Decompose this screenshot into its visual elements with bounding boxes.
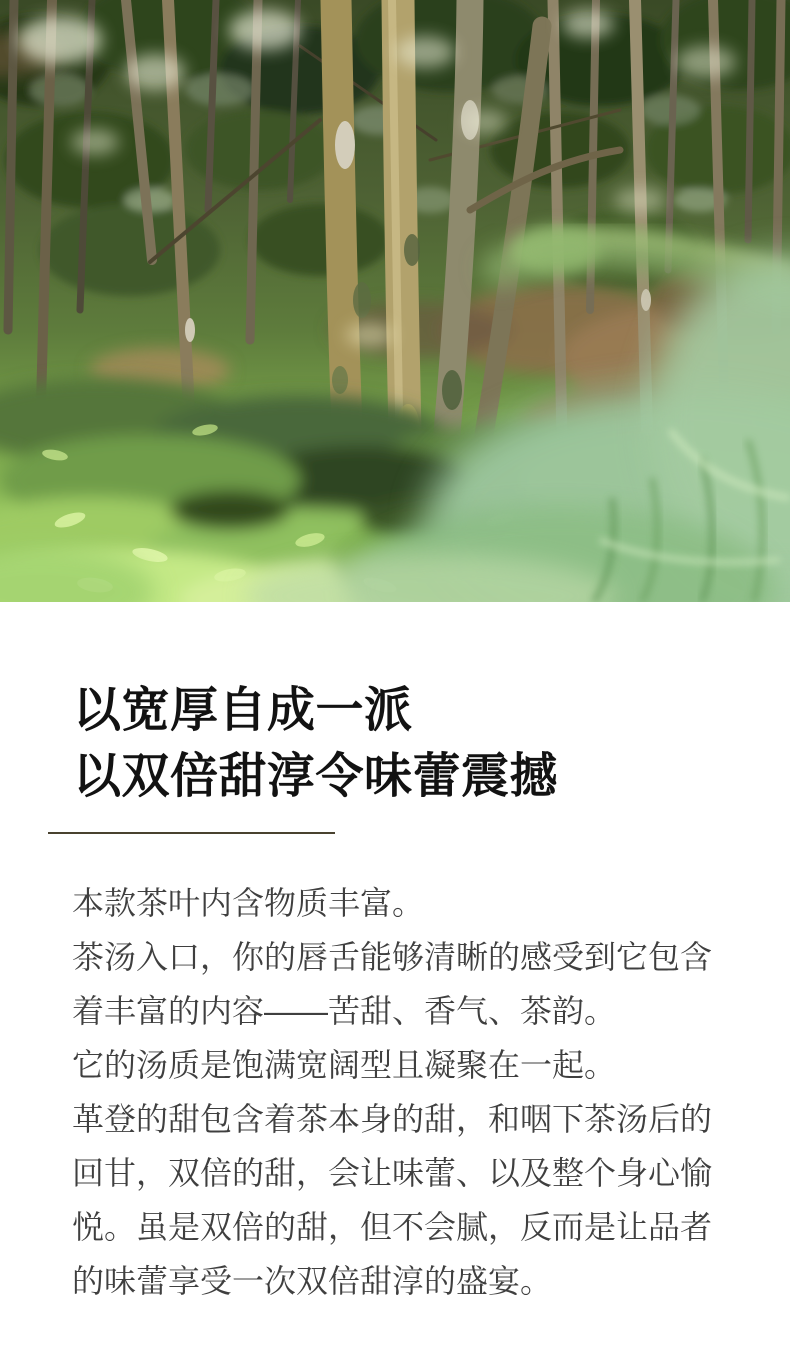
body-paragraph xyxy=(72,876,752,1308)
heading-line-1: 以宽厚自成一派 xyxy=(73,684,413,737)
body-line: 本款茶叶内含物质丰富。 xyxy=(72,885,425,921)
hero-photo xyxy=(0,0,790,602)
forest-photo-illustration xyxy=(0,0,790,602)
body-line: 的味蕾享受一次双倍甜淳的盛宴。 xyxy=(72,1263,553,1299)
section-heading xyxy=(73,678,733,810)
body-line: 它的汤质是饱满宽阔型且凝聚在一起。 xyxy=(72,1047,617,1083)
body-line: 着丰富的内容——苦甜、香气、茶韵。 xyxy=(72,993,617,1029)
heading-line-2: 以双倍甜淳令味蕾震撼 xyxy=(73,750,559,803)
body-line: 回甘，双倍的甜，会让味蕾、以及整个身心愉 xyxy=(72,1155,713,1191)
body-line: 茶汤入口，你的唇舌能够清晰的感受到它包含 xyxy=(72,939,713,975)
body-line: 革登的甜包含着茶本身的甜，和咽下茶汤后的 xyxy=(72,1101,713,1137)
title-divider xyxy=(48,832,335,834)
body-line: 悦。虽是双倍的甜，但不会腻，反而是让品者 xyxy=(72,1209,713,1245)
